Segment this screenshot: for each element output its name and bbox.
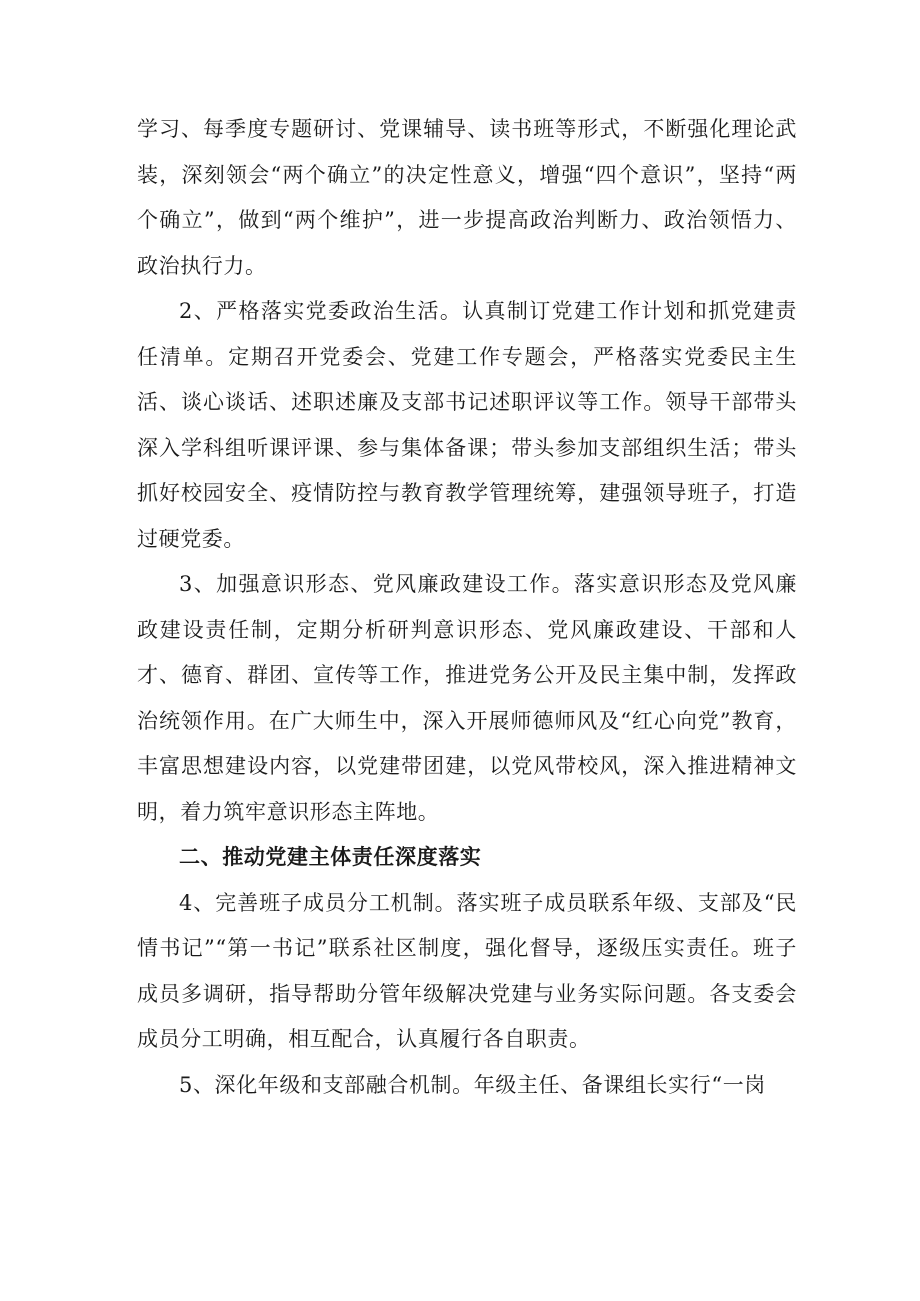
paragraph-item-2: 2、严格落实党委政治生活。认真制订党建工作计划和抓党建责任清单。定期召开党委会、党建工作专题会，严格落实党委民主生活、谈心谈话、述职述廉及支部书记述职评议等工作。领导干部带头深入学科组听课评课、参与集体备课；带头参加支部组织生活；带头抓好校园安全、疫情防控与教育教学管理统筹，建强领导班子，打造过硬党委。 [137, 299, 797, 551]
paragraph-item-5: 5、深化年级和支部融合机制。年级主任、备课组长实行“一岗 [179, 1072, 766, 1097]
paragraph-continued: 学习、每季度专题研讨、党课辅导、读书班等形式，不断强化理论武装，深刻领会“两个确立”的决定性意义，增强“四个意识”，坚持“两个确立”，做到“两个维护”，进一步提高政治判断力、政治领悟力、政治执行力。 [137, 117, 797, 278]
paragraph-item-3: 3、加强意识形态、党风廉政建设工作。落实意识形态及党风廉政建设责任制，定期分析研判意识形态、党风廉政建设、干部和人才、德育、群团、宣传等工作，推进党务公开及民主集中制，发挥政治统领作用。在广大师生中，深入开展师德师风及“红心向党”教育，丰富思想建设内容，以党建带团建，以党风带校风，深入推进精神文明，着力筑牢意识形态主阵地。 [137, 572, 797, 824]
document-body [137, 107, 797, 1108]
section-heading-2: 二、推动党建主体责任深度落实 [179, 845, 482, 869]
paragraph-item-4: 4、完善班子成员分工机制。落实班子成员联系年级、支部及“民情书记”“第一书记”联系社区制度，强化督导，逐级压实责任。班子成员多调研，指导帮助分管年级解决党建与业务实际问题。各支委会成员分工明确，相互配合，认真履行各自职责。 [137, 890, 797, 1051]
